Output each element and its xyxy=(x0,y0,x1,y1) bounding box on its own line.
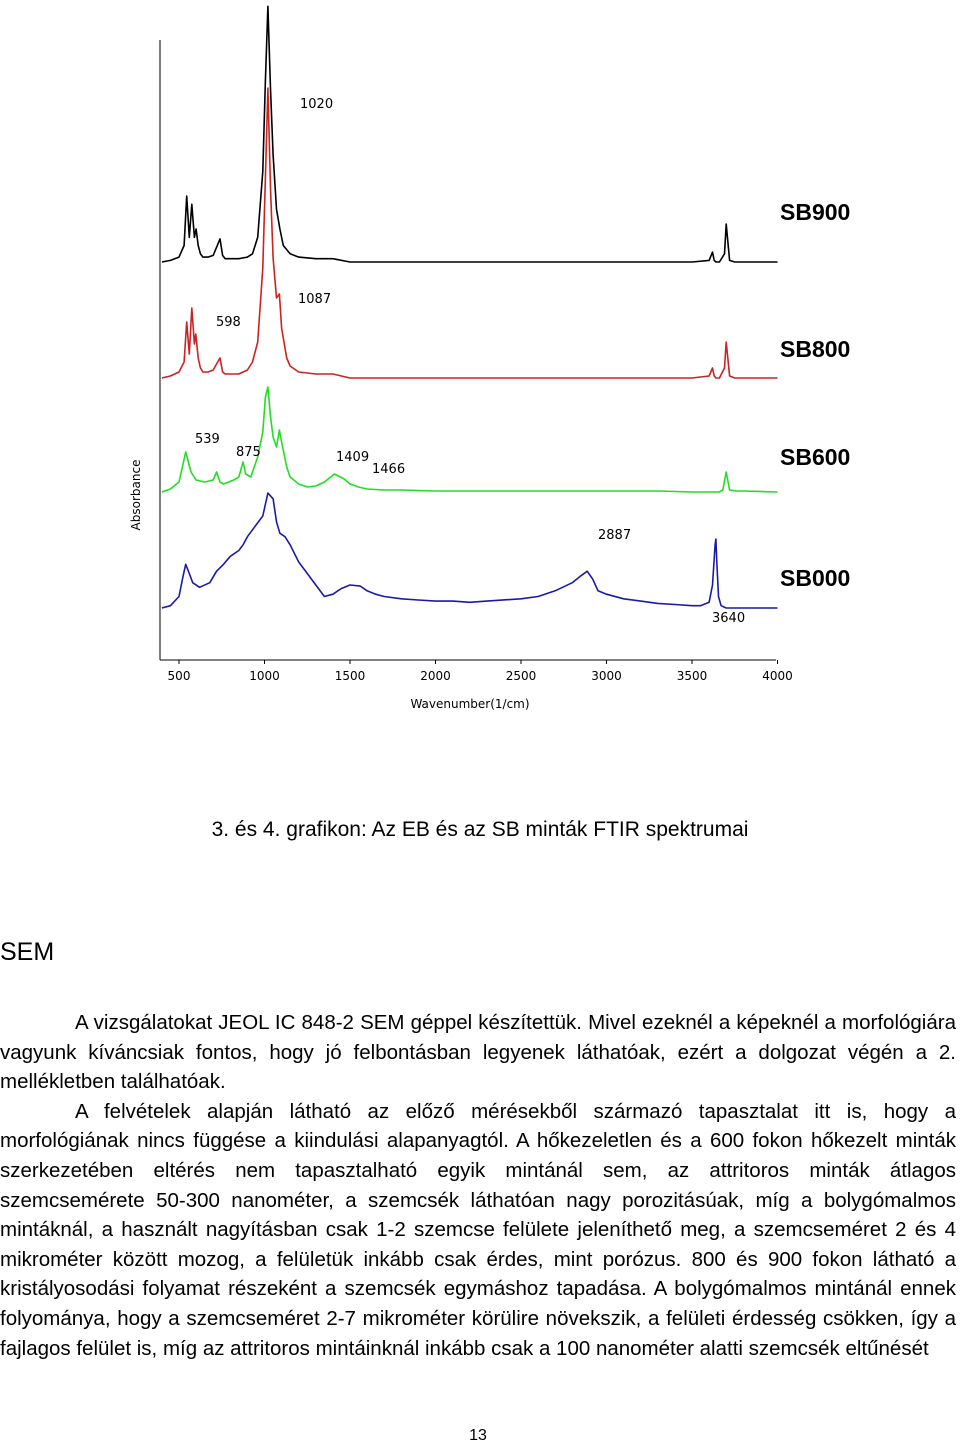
series-label-sb800: SB800 xyxy=(780,336,851,362)
paragraph-1: A vizsgálatokat JEOL IC 848-2 SEM géppel készítettük. Mivel ezeknél a képeknél a morfológiára vagyunk kíváncsiak fontos, hogy jó felbontásban legyenek láthatóak, ezért a dolgozat végén a 2. mellékletben találhatóak. xyxy=(0,1011,956,1094)
ftir-chart xyxy=(0,0,960,720)
peak-label-539: 539 xyxy=(195,432,220,447)
series-label-sb600: SB600 xyxy=(780,444,851,470)
ftir-chart-svg xyxy=(0,0,960,720)
x-tick-label: 1000 xyxy=(249,669,280,683)
peak-label-1087: 1087 xyxy=(298,292,332,307)
x-tick-label: 3500 xyxy=(676,669,708,683)
x-tick-label: 3000 xyxy=(591,669,622,683)
body-text xyxy=(0,1008,956,1363)
annotation-layer xyxy=(195,97,745,626)
x-tick-label: 2000 xyxy=(420,669,451,683)
paragraph-2: A felvételek alapján látható az előző mérésekből származó tapasztalat itt is, hogy a morfológiának nincs függése a kiindulási alapanyagtól. A hőkezeletlen és a 600 fokon hőkezelt minták szerkezetében eltérés nem tapasztalható egyik mintánál sem, az attritoros minták átlagos szemcsemérete 50-300 nanométer, a szemcsék láthatóan nagy porozitásúak, míg a bolygómalmos mintáknál, a használt nagyításban csak 1-2 szemcse felülete jeleníthető meg, a szemcseméret 2 és 4 mikrométer között mozog, a felületük inkább csak érdes, mint porózus. 800 és 900 fokon látható a kristályosodási folyamat részeként a szemcsék egymáshoz tapadása. A bolygómalmos mintánál ennek folyománya, hogy a szemcseméret 2-7 mikrométer körülire növekszik, a felületi érdesség csökken, így a fajlagos felület is, míg az attritoros mintáinknál inkább csak a 100 nanométer alatti szemcsék eltűnését xyxy=(0,1099,956,1360)
peak-label-1466: 1466 xyxy=(372,462,406,477)
label-layer xyxy=(780,199,850,591)
tick-layer xyxy=(168,660,793,683)
series-line-sb800 xyxy=(162,88,778,378)
series-line-sb000 xyxy=(162,493,778,608)
x-axis-label: Wavenumber(1/cm) xyxy=(410,697,530,711)
series-line-sb900 xyxy=(162,6,778,262)
x-tick-label: 500 xyxy=(167,669,191,683)
page-number: 13 xyxy=(469,1427,487,1444)
x-tick-label: 4000 xyxy=(762,669,793,683)
section-heading: SEM xyxy=(0,938,55,966)
peak-label-2887: 2887 xyxy=(598,528,632,543)
x-tick-label: 1500 xyxy=(334,669,366,683)
figure-caption: 3. és 4. grafikon: Az EB és az SB minták FTIR spektrumai xyxy=(211,818,749,841)
axis-layer xyxy=(129,40,776,711)
peak-label-875: 875 xyxy=(236,445,261,460)
x-tick-label: 2500 xyxy=(505,669,537,683)
y-axis-label: Absorbance xyxy=(129,459,143,531)
peak-label-3640: 3640 xyxy=(712,611,746,626)
peak-label-1409: 1409 xyxy=(336,450,370,465)
series-label-sb000: SB000 xyxy=(780,565,851,591)
series-line-sb600 xyxy=(162,387,778,492)
peak-label-1020: 1020 xyxy=(300,97,334,112)
peak-label-598: 598 xyxy=(216,315,241,330)
series-label-sb900: SB900 xyxy=(780,199,851,225)
series-layer xyxy=(162,6,778,608)
